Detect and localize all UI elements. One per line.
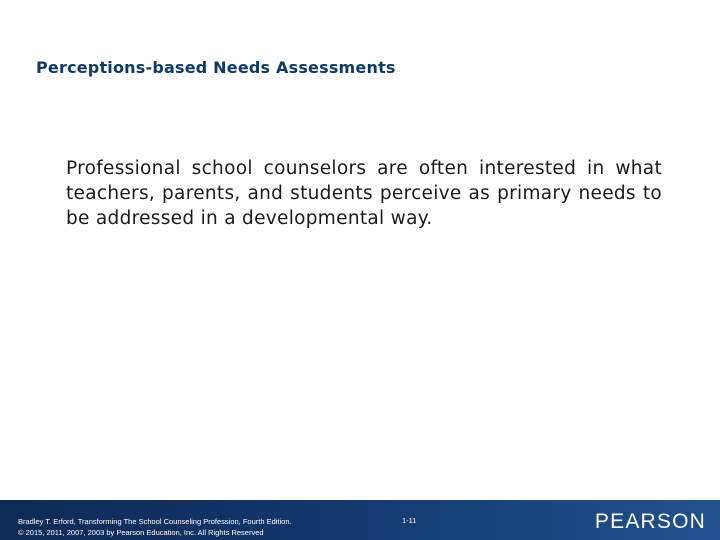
page-number: 1-11 <box>402 516 417 525</box>
slide-body-text: Professional school counselors are often interested in what teachers, parents, and students perceive as primary needs to be addressed in a developmental way. <box>66 158 662 229</box>
footer-credit-line-1: Bradley T. Erford, Transforming The School Counseling Profession, Fourth Edition. <box>18 517 292 526</box>
footer-credit-line-2: © 2015, 2011, 2007, 2003 by Pearson Education, Inc. All Rights Reserved <box>18 528 264 537</box>
footer-bar <box>0 500 720 540</box>
footer-credit <box>18 516 292 538</box>
slide-title: Perceptions-based Needs Assessments <box>36 58 396 77</box>
pearson-logo: PEARSON <box>594 510 706 533</box>
